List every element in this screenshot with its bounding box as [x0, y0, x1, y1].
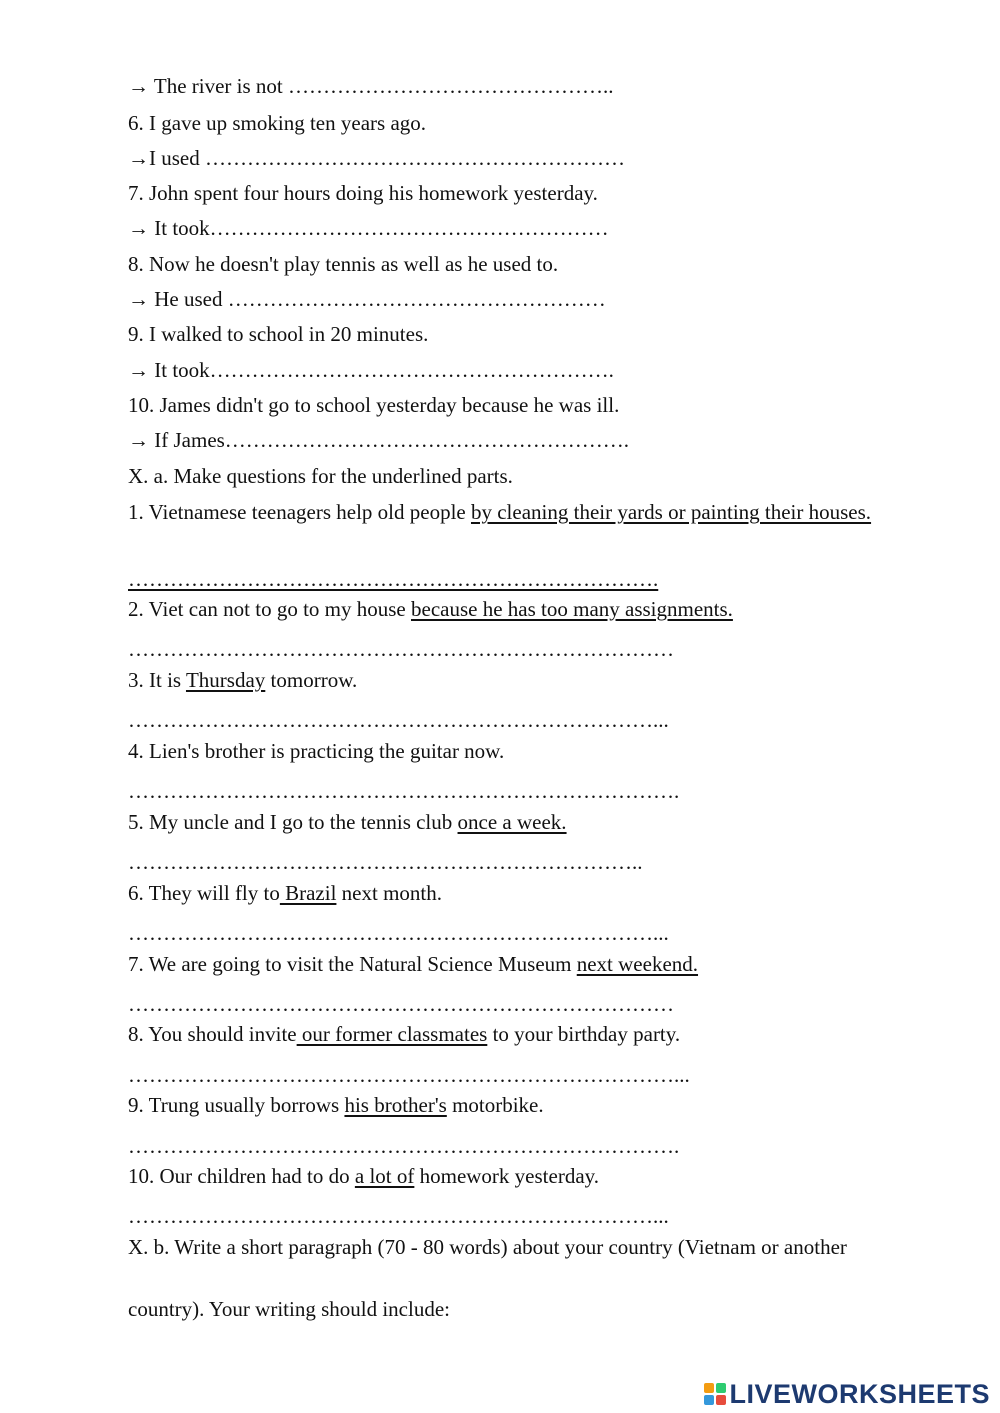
underlined-phrase: Thursday [185, 668, 266, 692]
text-line [128, 215, 892, 242]
liveworksheets-logo [704, 1378, 990, 1410]
text-segment: 5. My uncle and I go to the tennis club [128, 810, 458, 834]
text-line [128, 427, 892, 454]
underlined-phrase: because he has too many assignments. [411, 597, 733, 621]
text-line [128, 73, 892, 100]
text-segment: 3. It is [128, 668, 186, 692]
text-line [128, 180, 892, 207]
text-line [128, 321, 892, 348]
text-segment: country). Your writing should include: [128, 1297, 450, 1321]
text-segment: → It took………………………………………………… [128, 216, 609, 240]
text-line [128, 1163, 892, 1190]
text-line [128, 1021, 892, 1048]
text-segment: 2. Viet can not to go to my house [128, 597, 411, 621]
text-line [128, 286, 892, 313]
underlined-phrase: our former classmates [296, 1022, 488, 1046]
text-segment: 7. We are going to visit the Natural Science Museum [128, 952, 577, 976]
text-line [128, 778, 892, 805]
text-line [128, 809, 892, 836]
text-segment: ……………………………………………………………………. [128, 1134, 680, 1158]
text-line [128, 738, 892, 765]
logo-square [716, 1383, 726, 1393]
text-segment: 7. John spent four hours doing his homework yesterday. [128, 181, 598, 205]
text-line [128, 1133, 892, 1160]
text-line [128, 463, 892, 490]
text-line [128, 1296, 892, 1323]
text-segment: next month. [336, 881, 442, 905]
logo-square [704, 1395, 714, 1405]
text-segment: → If James…………………………………………………. [128, 428, 630, 452]
text-line [128, 1062, 892, 1089]
text-segment: → The river is not ……………………………………….. [128, 74, 614, 98]
text-segment: →I used …………………………………………………… [128, 146, 625, 170]
text-segment: 8. Now he doesn't play tennis as well as he used to. [128, 252, 559, 276]
logo-text: LIVEWORKSHEETS [729, 1378, 990, 1409]
text-segment: homework yesterday. [414, 1164, 600, 1188]
text-segment: …………………………………………………………………... [128, 1204, 669, 1228]
text-segment: ……………………………………………………………………. [128, 779, 680, 803]
text-segment: motorbike. [446, 1093, 544, 1117]
text-segment: ……………………………………………………………….. [128, 850, 643, 874]
text-line [128, 951, 892, 978]
text-segment: 9. Trung usually borrows [128, 1093, 345, 1117]
text-segment: X. b. Write a short paragraph (70 - 80 words) about your country (Vietnam or another [128, 1235, 847, 1259]
text-segment: …………………………………………………………………... [128, 708, 669, 732]
text-segment: 10. James didn't go to school yesterday because he was ill. [128, 393, 620, 417]
text-segment: 9. I walked to school in 20 minutes. [128, 322, 429, 346]
underlined-phrase: once a week. [457, 810, 567, 834]
text-segment: → It took…………………………………………………. [128, 358, 614, 382]
text-segment: 6. They will fly to [128, 881, 280, 905]
text-line [128, 357, 892, 384]
text-line [128, 920, 892, 947]
text-line [128, 880, 892, 907]
text-line [128, 991, 892, 1018]
text-line [128, 392, 892, 419]
text-segment: …………………………………………………………………… [128, 637, 674, 661]
text-line [128, 1092, 892, 1119]
text-segment: …………………………………………………………………… [128, 992, 674, 1016]
text-line [128, 145, 892, 172]
text-line [128, 596, 892, 623]
text-segment: → He used ……………………………………………… [128, 287, 606, 311]
text-line [128, 849, 892, 876]
underlined-phrase: by cleaning their yards or painting their houses. [470, 500, 872, 524]
underlined-phrase: Brazil [279, 881, 337, 905]
text-segment: 6. I gave up smoking ten years ago. [128, 111, 427, 135]
underlined-phrase: his brother's [344, 1093, 447, 1117]
logo-square [704, 1383, 714, 1393]
underlined-phrase: a lot of [354, 1164, 415, 1188]
text-line [128, 566, 892, 593]
text-segment: 8. You should invite [128, 1022, 297, 1046]
text-line [128, 667, 892, 694]
text-line [128, 110, 892, 137]
text-segment: …………………………………………………………………... [128, 921, 669, 945]
text-line [128, 1234, 892, 1261]
text-line [128, 1203, 892, 1230]
text-segment: to your birthday party. [487, 1022, 681, 1046]
text-segment: 10. Our children had to do [128, 1164, 355, 1188]
text-line [128, 636, 892, 663]
logo-icon [704, 1383, 726, 1405]
text-segment: 4. Lien's brother is practicing the guitar now. [128, 739, 505, 763]
text-line [128, 499, 892, 526]
text-line [128, 251, 892, 278]
underlined-phrase: next weekend. [576, 952, 699, 976]
text-line [128, 707, 892, 734]
underlined-phrase: …………………………………………………………………. [128, 567, 659, 591]
text-segment: tomorrow. [265, 668, 358, 692]
logo-square [716, 1395, 726, 1405]
text-segment: ……………………………………………………………………... [128, 1063, 690, 1087]
text-segment: X. a. Make questions for the underlined parts. [128, 464, 513, 488]
text-segment: 1. Vietnamese teenagers help old people [128, 500, 471, 524]
